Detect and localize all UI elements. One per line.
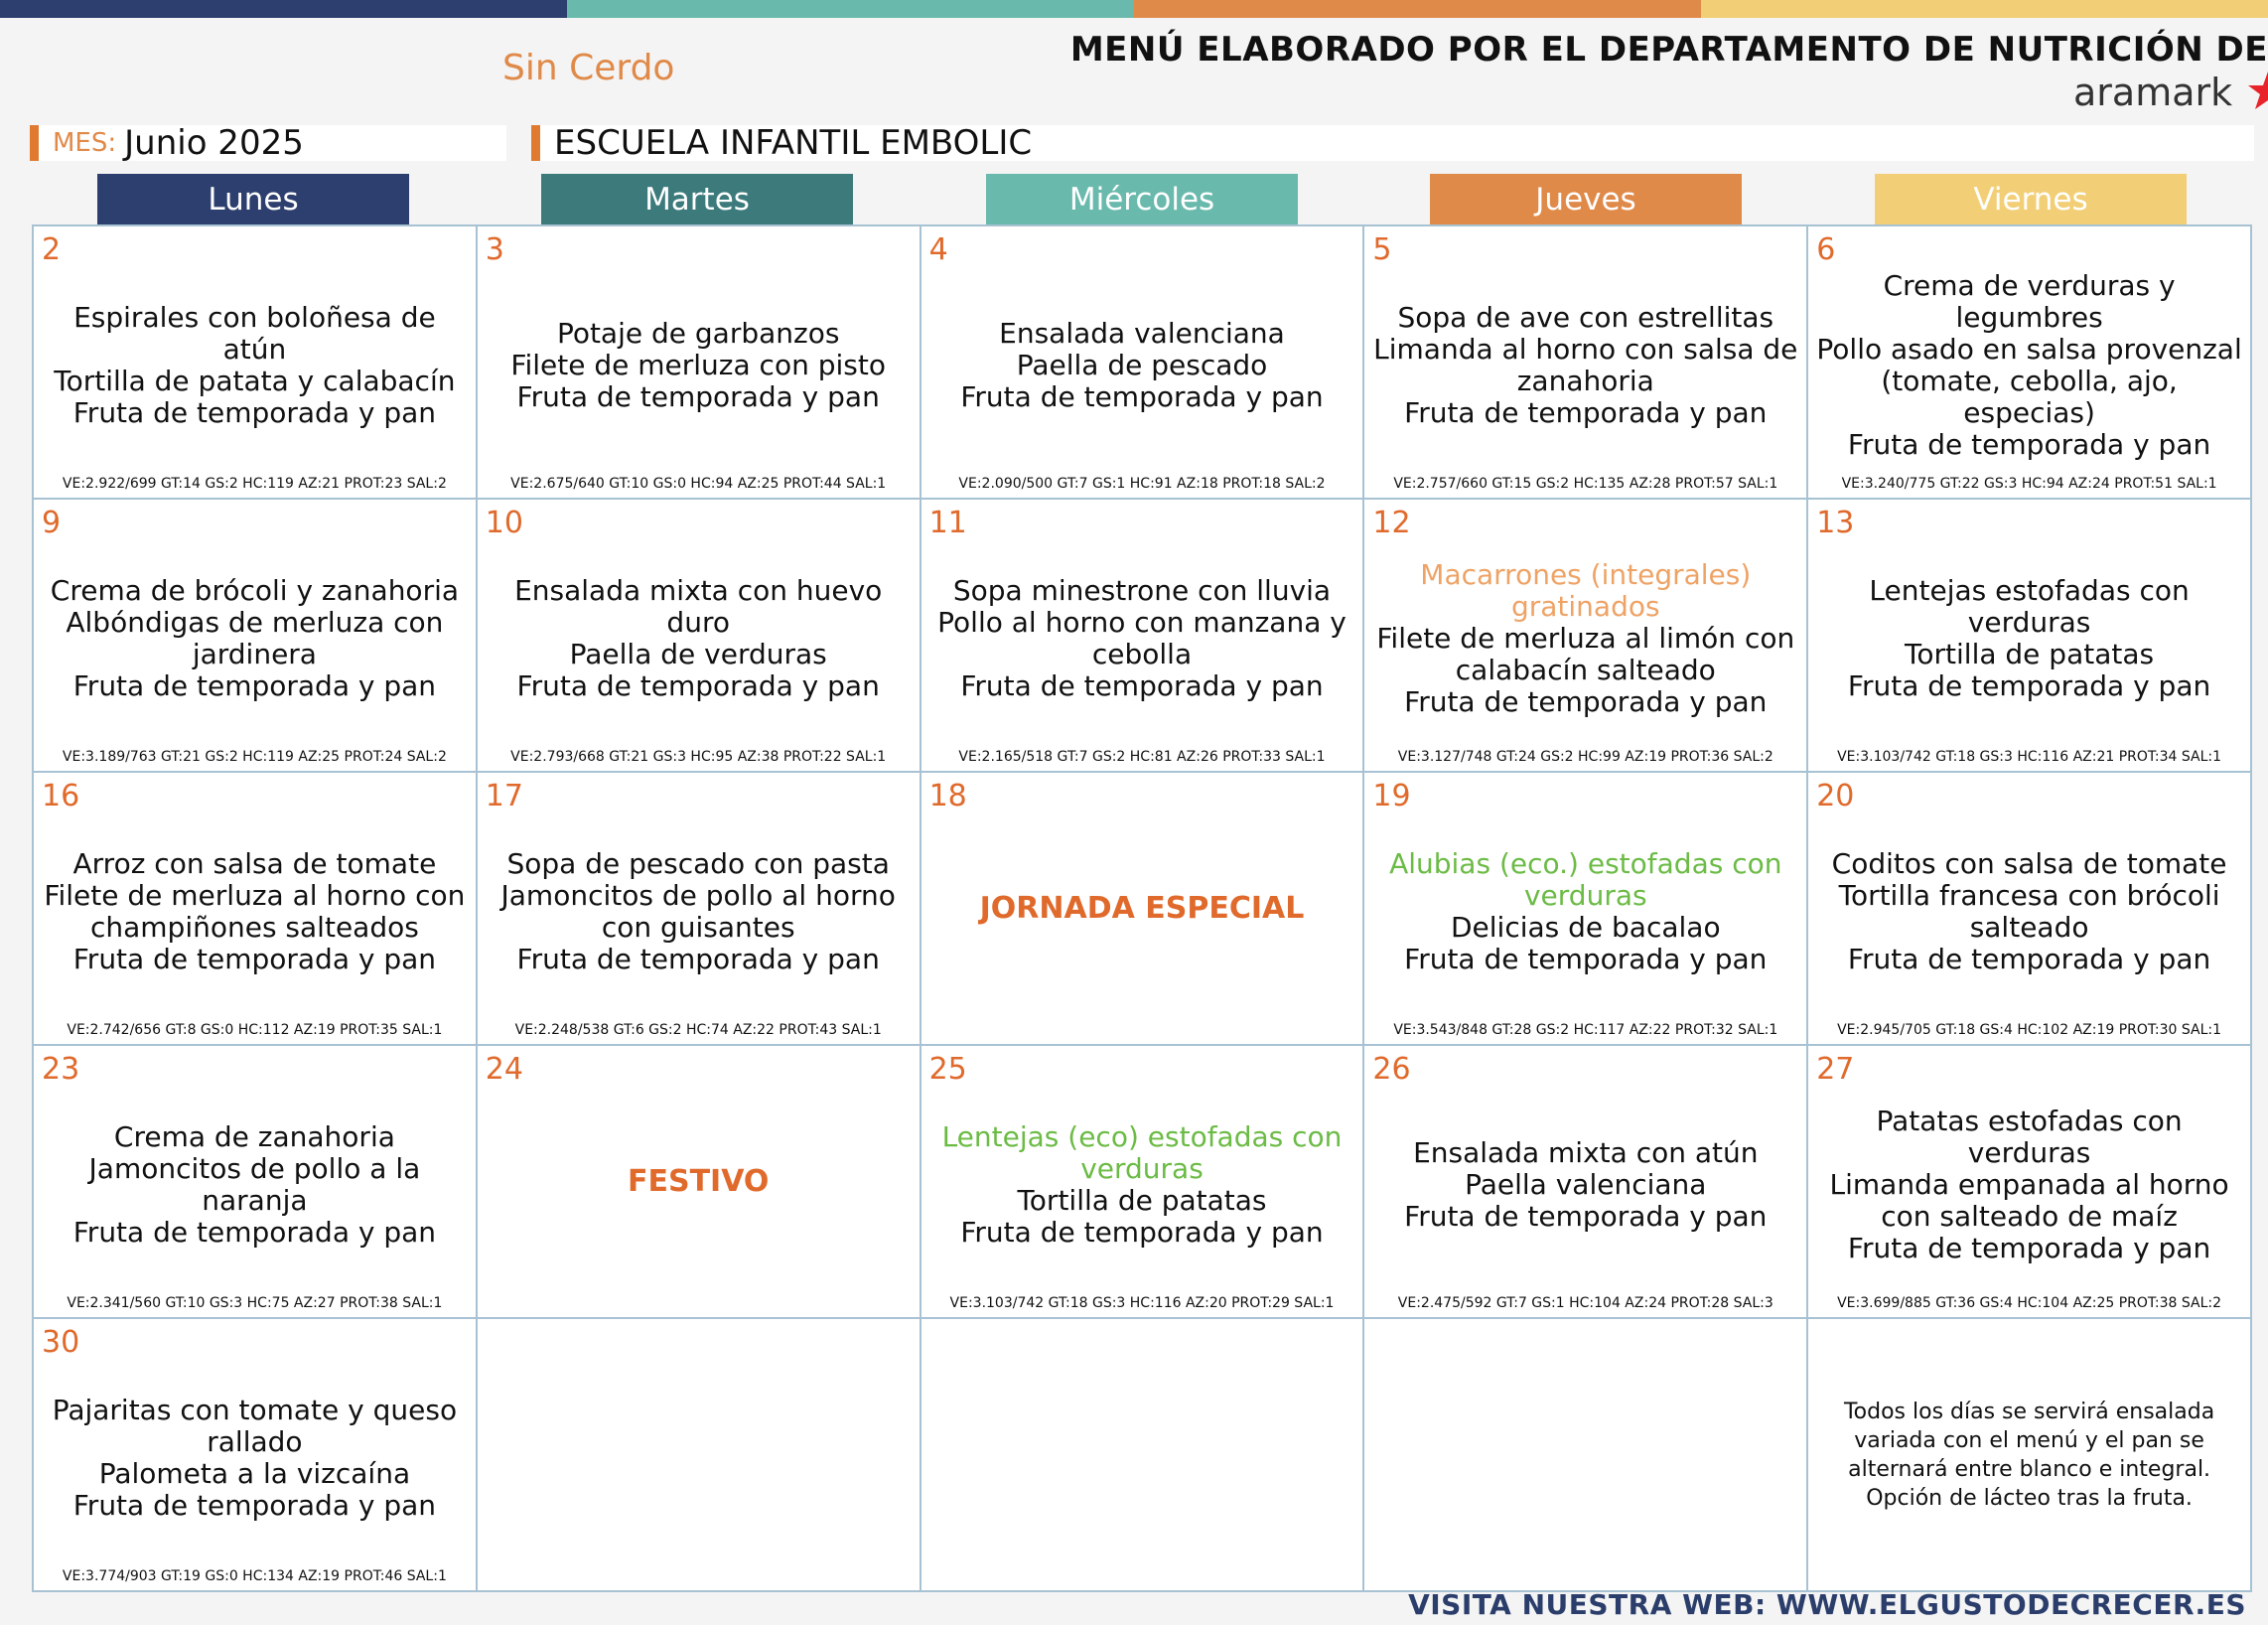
dish-line: Jamoncitos de pollo a la naranja [88, 1151, 421, 1217]
dish-line: Paella de pescado [1016, 348, 1268, 381]
dish-line: Potaje de garbanzos [556, 316, 840, 350]
dish-line: Macarrones (integrales) gratinados [1420, 557, 1752, 623]
nutrition-info: VE:2.793/668 GT:21 GS:3 HC:95 AZ:38 PROT:22 SAL:1 [510, 749, 887, 765]
month-field-accent [30, 125, 39, 161]
day-number: 3 [485, 232, 504, 267]
dish-list [478, 812, 920, 1010]
dish-list [921, 266, 1363, 464]
nutrition-info: VE:2.945/705 GT:18 GS:4 HC:102 AZ:19 PROT:30 SAL:1 [1837, 1022, 2222, 1038]
dish-line: Tortilla francesa con brócoli salteado [1838, 878, 2220, 944]
dish-line: Filete de merluza al horno con champiñones salteados [44, 878, 466, 944]
dish-line: Alubias (eco.) estofadas con verduras [1389, 846, 1782, 912]
menu-day-cell [477, 499, 921, 772]
menu-day-cell [33, 1318, 477, 1591]
dish-list [921, 1086, 1363, 1283]
day-number: 30 [42, 1325, 80, 1360]
nutrition-info: VE:2.742/656 GT:8 GS:0 HC:112 AZ:19 PROT:35 SAL:1 [67, 1022, 443, 1038]
dish-line: Coditos con salsa de tomate [1831, 846, 2227, 880]
dish-line: Fruta de temporada y pan [1404, 942, 1768, 975]
logo-text: aramark [2073, 71, 2233, 114]
dish-line: Pollo asado en salsa provenzal (tomate, cebolla, ajo, especias) [1816, 332, 2242, 429]
day-header-martes: Martes [541, 174, 853, 225]
dish-line: Fruta de temporada y pan [72, 1488, 437, 1522]
month-field [30, 125, 506, 161]
dish-line: Fruta de temporada y pan [1847, 1231, 2211, 1264]
dish-line: Fruta de temporada y pan [960, 668, 1324, 702]
dish-list [34, 539, 476, 737]
menu-day-cell [921, 772, 1364, 1045]
nutrition-info: VE:3.103/742 GT:18 GS:3 HC:116 AZ:20 PROT:29 SAL:1 [949, 1295, 1335, 1311]
dish-list [1364, 1086, 1806, 1283]
special-day-label: FESTIVO [627, 1164, 770, 1199]
day-number: 26 [1372, 1052, 1411, 1087]
dish-list [1364, 266, 1806, 464]
dish-line: Palometa a la vizcaína [98, 1456, 411, 1490]
menu-day-cell [921, 225, 1364, 499]
dish-line: Fruta de temporada y pan [516, 942, 880, 975]
dish-list [34, 266, 476, 464]
day-number: 4 [928, 232, 948, 267]
dish-list [478, 539, 920, 737]
dish-line: Fruta de temporada y pan [72, 1215, 437, 1249]
menu-day-cell [921, 1045, 1364, 1318]
aramark-logo [2073, 68, 2268, 117]
nutrition-info: VE:2.248/538 GT:6 GS:2 HC:74 AZ:22 PROT:43 SAL:1 [514, 1022, 882, 1038]
dish-line: Sopa minestrone con lluvia [952, 573, 1332, 607]
color-bar-segment [567, 0, 1134, 18]
dish-line: Filete de merluza con pisto [510, 348, 886, 381]
menu-day-cell [33, 772, 477, 1045]
dish-line: Tortilla de patatas [1905, 637, 2155, 670]
dish-line: Patatas estofadas con verduras [1876, 1104, 2183, 1169]
empty-cell [477, 1318, 921, 1591]
school-name: ESCUELA INFANTIL EMBOLIC [554, 123, 1033, 163]
dish-line: Fruta de temporada y pan [960, 379, 1324, 413]
nutrition-info: VE:2.341/560 GT:10 GS:3 HC:75 AZ:27 PROT:38 SAL:1 [67, 1295, 443, 1311]
dish-line: Tortilla de patata y calabacín [54, 364, 456, 397]
day-number: 6 [1816, 232, 1836, 267]
menu-day-cell [1363, 499, 1807, 772]
dish-line: Sopa de pescado con pasta [506, 846, 890, 880]
dish-line: Fruta de temporada y pan [1404, 684, 1768, 718]
color-bar-segment [0, 0, 567, 18]
dish-line: Fruta de temporada y pan [516, 379, 880, 413]
dish-line: Filete de merluza al limón con calabacín salteado [1376, 621, 1795, 686]
day-number: 19 [1372, 779, 1411, 813]
day-header-miercoles: Miércoles [986, 174, 1298, 225]
nutrition-info: VE:2.090/500 GT:7 GS:1 HC:91 AZ:18 PROT:18 SAL:2 [958, 476, 1326, 492]
menu-day-cell [477, 1045, 921, 1318]
dish-list [1808, 1086, 2250, 1283]
menu-day-cell [1363, 772, 1807, 1045]
day-number: 12 [1372, 506, 1411, 540]
nutrition-info: VE:3.240/775 GT:22 GS:3 HC:94 AZ:24 PROT:51 SAL:1 [1841, 476, 2217, 492]
dish-line: Jamoncitos de pollo al horno con guisantes [500, 878, 896, 944]
dish-line: Limanda empanada al horno con salteado de maíz [1829, 1167, 2229, 1233]
dish-line: Tortilla de patatas [1017, 1183, 1267, 1217]
dish-line: Ensalada mixta con atún [1413, 1135, 1759, 1169]
menu-day-cell [1807, 499, 2251, 772]
school-field [531, 125, 2254, 161]
dish-list [34, 1086, 476, 1283]
dish-line: Crema de verduras y legumbres [1883, 268, 2176, 334]
menu-note: Todos los días se servirá ensalada variada con el menú y el pan se alternará entre blanco e integral. Opción de lácteo tras la fruta. [1843, 1399, 2215, 1511]
month-value: Junio 2025 [124, 123, 304, 163]
dish-line: Fruta de temporada y pan [72, 395, 437, 429]
dish-list [1808, 266, 2250, 464]
menu-day-cell [921, 499, 1364, 772]
menu-variant-label: Sin Cerdo [502, 48, 675, 88]
menu-day-cell [33, 1045, 477, 1318]
day-number: 18 [928, 779, 967, 813]
dish-line: Fruta de temporada y pan [72, 668, 437, 702]
dish-line: Lentejas (eco) estofadas con verduras [941, 1119, 1343, 1185]
menu-day-cell [33, 225, 477, 499]
dish-line: Sopa de ave con estrellitas [1397, 300, 1774, 334]
nutrition-info: VE:3.127/748 GT:24 GS:2 HC:99 AZ:19 PROT:36 SAL:2 [1397, 749, 1773, 765]
day-header-jueves: Jueves [1430, 174, 1742, 225]
day-number: 23 [42, 1052, 80, 1087]
dish-line: Fruta de temporada y pan [516, 668, 880, 702]
dish-line: Limanda al horno con salsa de zanahoria [1373, 332, 1798, 397]
dish-line: Pollo al horno con manzana y cebolla [937, 605, 1347, 670]
day-number: 20 [1816, 779, 1855, 813]
dish-line: Fruta de temporada y pan [1847, 668, 2211, 702]
top-color-bar [0, 0, 2268, 18]
special-day-label: JORNADA ESPECIAL [979, 891, 1305, 926]
nutrition-info: VE:3.103/742 GT:18 GS:3 HC:116 AZ:21 PROT:34 SAL:1 [1837, 749, 2222, 765]
dish-line: Crema de brócoli y zanahoria [50, 573, 460, 607]
dish-line: Paella de verduras [569, 637, 827, 670]
day-number: 11 [928, 506, 967, 540]
nutrition-info: VE:3.699/885 GT:36 GS:4 HC:104 AZ:25 PROT:38 SAL:2 [1837, 1295, 2222, 1311]
dish-line: Fruta de temporada y pan [1847, 427, 2211, 461]
day-number: 24 [485, 1052, 523, 1087]
nutrition-info: VE:2.165/518 GT:7 GS:2 HC:81 AZ:26 PROT:33 SAL:1 [958, 749, 1326, 765]
dish-line: Espirales con boloñesa de atún [73, 300, 436, 366]
day-number: 5 [1372, 232, 1392, 267]
dish-line: Lentejas estofadas con verduras [1869, 573, 2190, 639]
menu-day-cell [1363, 1045, 1807, 1318]
month-label: MES: [53, 128, 117, 158]
nutrition-info: VE:3.543/848 GT:28 GS:2 HC:117 AZ:22 PROT:32 SAL:1 [1393, 1022, 1778, 1038]
nutrition-info: VE:3.189/763 GT:21 GS:2 HC:119 AZ:25 PROT:24 SAL:2 [62, 749, 447, 765]
day-number: 10 [485, 506, 523, 540]
dish-list [34, 1359, 476, 1556]
day-number: 13 [1816, 506, 1855, 540]
star-person-icon [2238, 68, 2268, 117]
menu-day-cell [1807, 225, 2251, 499]
empty-cell [921, 1318, 1364, 1591]
dish-line: Crema de zanahoria [113, 1119, 395, 1153]
color-bar-segment [1134, 0, 1701, 18]
menu-day-cell [1807, 772, 2251, 1045]
nutrition-info: VE:2.922/699 GT:14 GS:2 HC:119 AZ:21 PROT:23 SAL:2 [62, 476, 447, 492]
day-header-lunes: Lunes [97, 174, 409, 225]
nutrition-info: VE:3.774/903 GT:19 GS:0 HC:134 AZ:19 PROT:46 SAL:1 [62, 1568, 447, 1584]
dish-line: Albóndigas de merluza con jardinera [66, 605, 444, 670]
empty-cell [1363, 1318, 1807, 1591]
day-number: 16 [42, 779, 80, 813]
day-number: 17 [485, 779, 523, 813]
dish-line: Pajaritas con tomate y queso rallado [52, 1393, 458, 1458]
color-bar-segment [1701, 0, 2268, 18]
dish-list [1364, 812, 1806, 1010]
dish-line: Ensalada mixta con huevo duro [514, 573, 883, 639]
dish-list [34, 812, 476, 1010]
dish-list [921, 539, 1363, 737]
department-title: MENÚ ELABORADO POR EL DEPARTAMENTO DE NUTRICIÓN DE [1069, 30, 2268, 70]
dish-line: Fruta de temporada y pan [72, 942, 437, 975]
dish-line: Fruta de temporada y pan [960, 1215, 1324, 1249]
empty-cell [1807, 1318, 2251, 1591]
nutrition-info: VE:2.675/640 GT:10 GS:0 HC:94 AZ:25 PROT:44 SAL:1 [510, 476, 887, 492]
day-number: 25 [928, 1052, 967, 1087]
menu-day-cell [477, 225, 921, 499]
dish-line: Fruta de temporada y pan [1847, 942, 2211, 975]
dish-line: Delicias de bacalao [1450, 910, 1721, 944]
day-header-viernes: Viernes [1875, 174, 2187, 225]
menu-day-cell [33, 499, 477, 772]
menu-day-cell [1807, 1045, 2251, 1318]
nutrition-info: VE:2.475/592 GT:7 GS:1 HC:104 AZ:24 PROT:28 SAL:3 [1397, 1295, 1773, 1311]
website-footer: VISITA NUESTRA WEB: WWW.ELGUSTODECRECER.ES [1408, 1588, 2246, 1621]
menu-calendar-grid [32, 224, 2252, 1592]
dish-line: Fruta de temporada y pan [1404, 1199, 1768, 1233]
dish-line: Paella valenciana [1465, 1167, 1707, 1201]
dish-line: Fruta de temporada y pan [1404, 395, 1768, 429]
dish-list [478, 266, 920, 464]
dish-list [1808, 812, 2250, 1010]
dish-list [1364, 539, 1806, 737]
day-number: 27 [1816, 1052, 1855, 1087]
dish-line: Ensalada valenciana [999, 316, 1285, 350]
dish-line: Arroz con salsa de tomate [72, 846, 437, 880]
nutrition-info: VE:2.757/660 GT:15 GS:2 HC:135 AZ:28 PROT:57 SAL:1 [1393, 476, 1778, 492]
day-number: 9 [42, 506, 62, 540]
school-field-accent [531, 125, 540, 161]
menu-day-cell [477, 772, 921, 1045]
day-number: 2 [42, 232, 62, 267]
dish-list [1808, 539, 2250, 737]
menu-day-cell [1363, 225, 1807, 499]
